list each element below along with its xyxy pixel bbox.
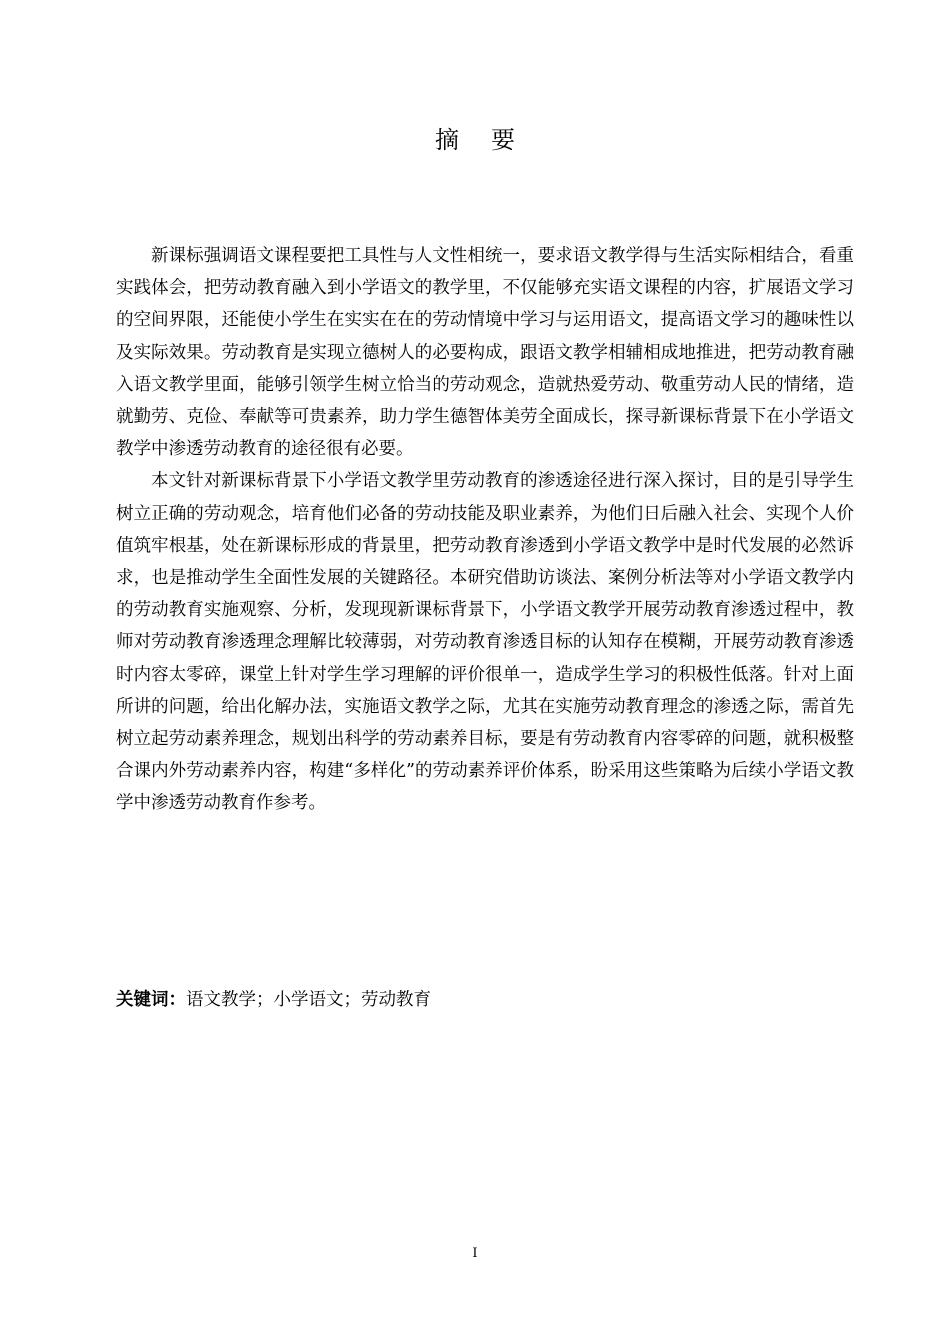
title-char-2: 要 <box>491 126 515 154</box>
keywords-label: 关键词： <box>116 990 186 1010</box>
page-title <box>0 122 950 158</box>
keywords-value: 语文教学；小学语文；劳动教育 <box>186 990 431 1010</box>
title-char-1: 摘 <box>435 126 459 154</box>
keywords-line <box>116 984 854 1016</box>
abstract-body <box>116 240 854 820</box>
page-number: I <box>472 1246 478 1261</box>
abstract-paragraph-2: 本文针对新课标背景下小学语文教学里劳动教育的渗透途径进行深入探讨，目的是引导学生树立正确的劳动观念，培育他们必备的劳动技能及职业素养，为他们日后融入社会、实现个人价值筑牢根基，处在新课标形成的背景里，把劳动教育渗透到小学语文教学中是时代发展的必然诉求，也是推动学生全面性发展的关键路径。本研究借助访谈法、案例分析法等对小学语文教学内的劳动教育实施观察、分析，发现现新课标背景下，小学语文教学开展劳动教育渗透过程中，教师对劳动教育渗透理念理解比较薄弱，对劳动教育渗透目标的认知存在模糊，开展劳动教育渗透时内容太零碎，课堂上针对学生学习理解的评价很单一，造成学生学习的积极性低落。针对上面所讲的问题，给出化解办法，实施语文教学之际，尤其在实施劳动教育理念的渗透之际，需首先树立起劳动素养理念，规划出科学的劳动素养目标，要是有劳动教育内容零碎的问题，就积极整合课内外劳动素养内容，构建“多样化”的劳动素养评价体系，盼采用这些策略为后续小学语文教学中渗透劳动教育作参考。 <box>116 471 854 814</box>
abstract-paragraph-1: 新课标强调语文课程要把工具性与人文性相统一，要求语文教学得与生活实际相结合，看重实践体会，把劳动教育融入到小学语文的教学里，不仅能够充实语文课程的内容，扩展语文学习的空间界限，还能使小学生在实实在在的劳动情境中学习与运用语文，提高语文学习的趣味性以及实际效果。劳动教育是实现立德树人的必要构成，跟语文教学相辅相成地推进，把劳动教育融入语文教学里面，能够引领学生树立恰当的劳动观念，造就热爱劳动、敬重劳动人民的情绪，造就勤劳、克俭、奉献等可贵素养，助力学生德智体美劳全面成长，探寻新课标背景下在小学语文教学中渗透劳动教育的途径很有必要。 <box>116 246 854 460</box>
